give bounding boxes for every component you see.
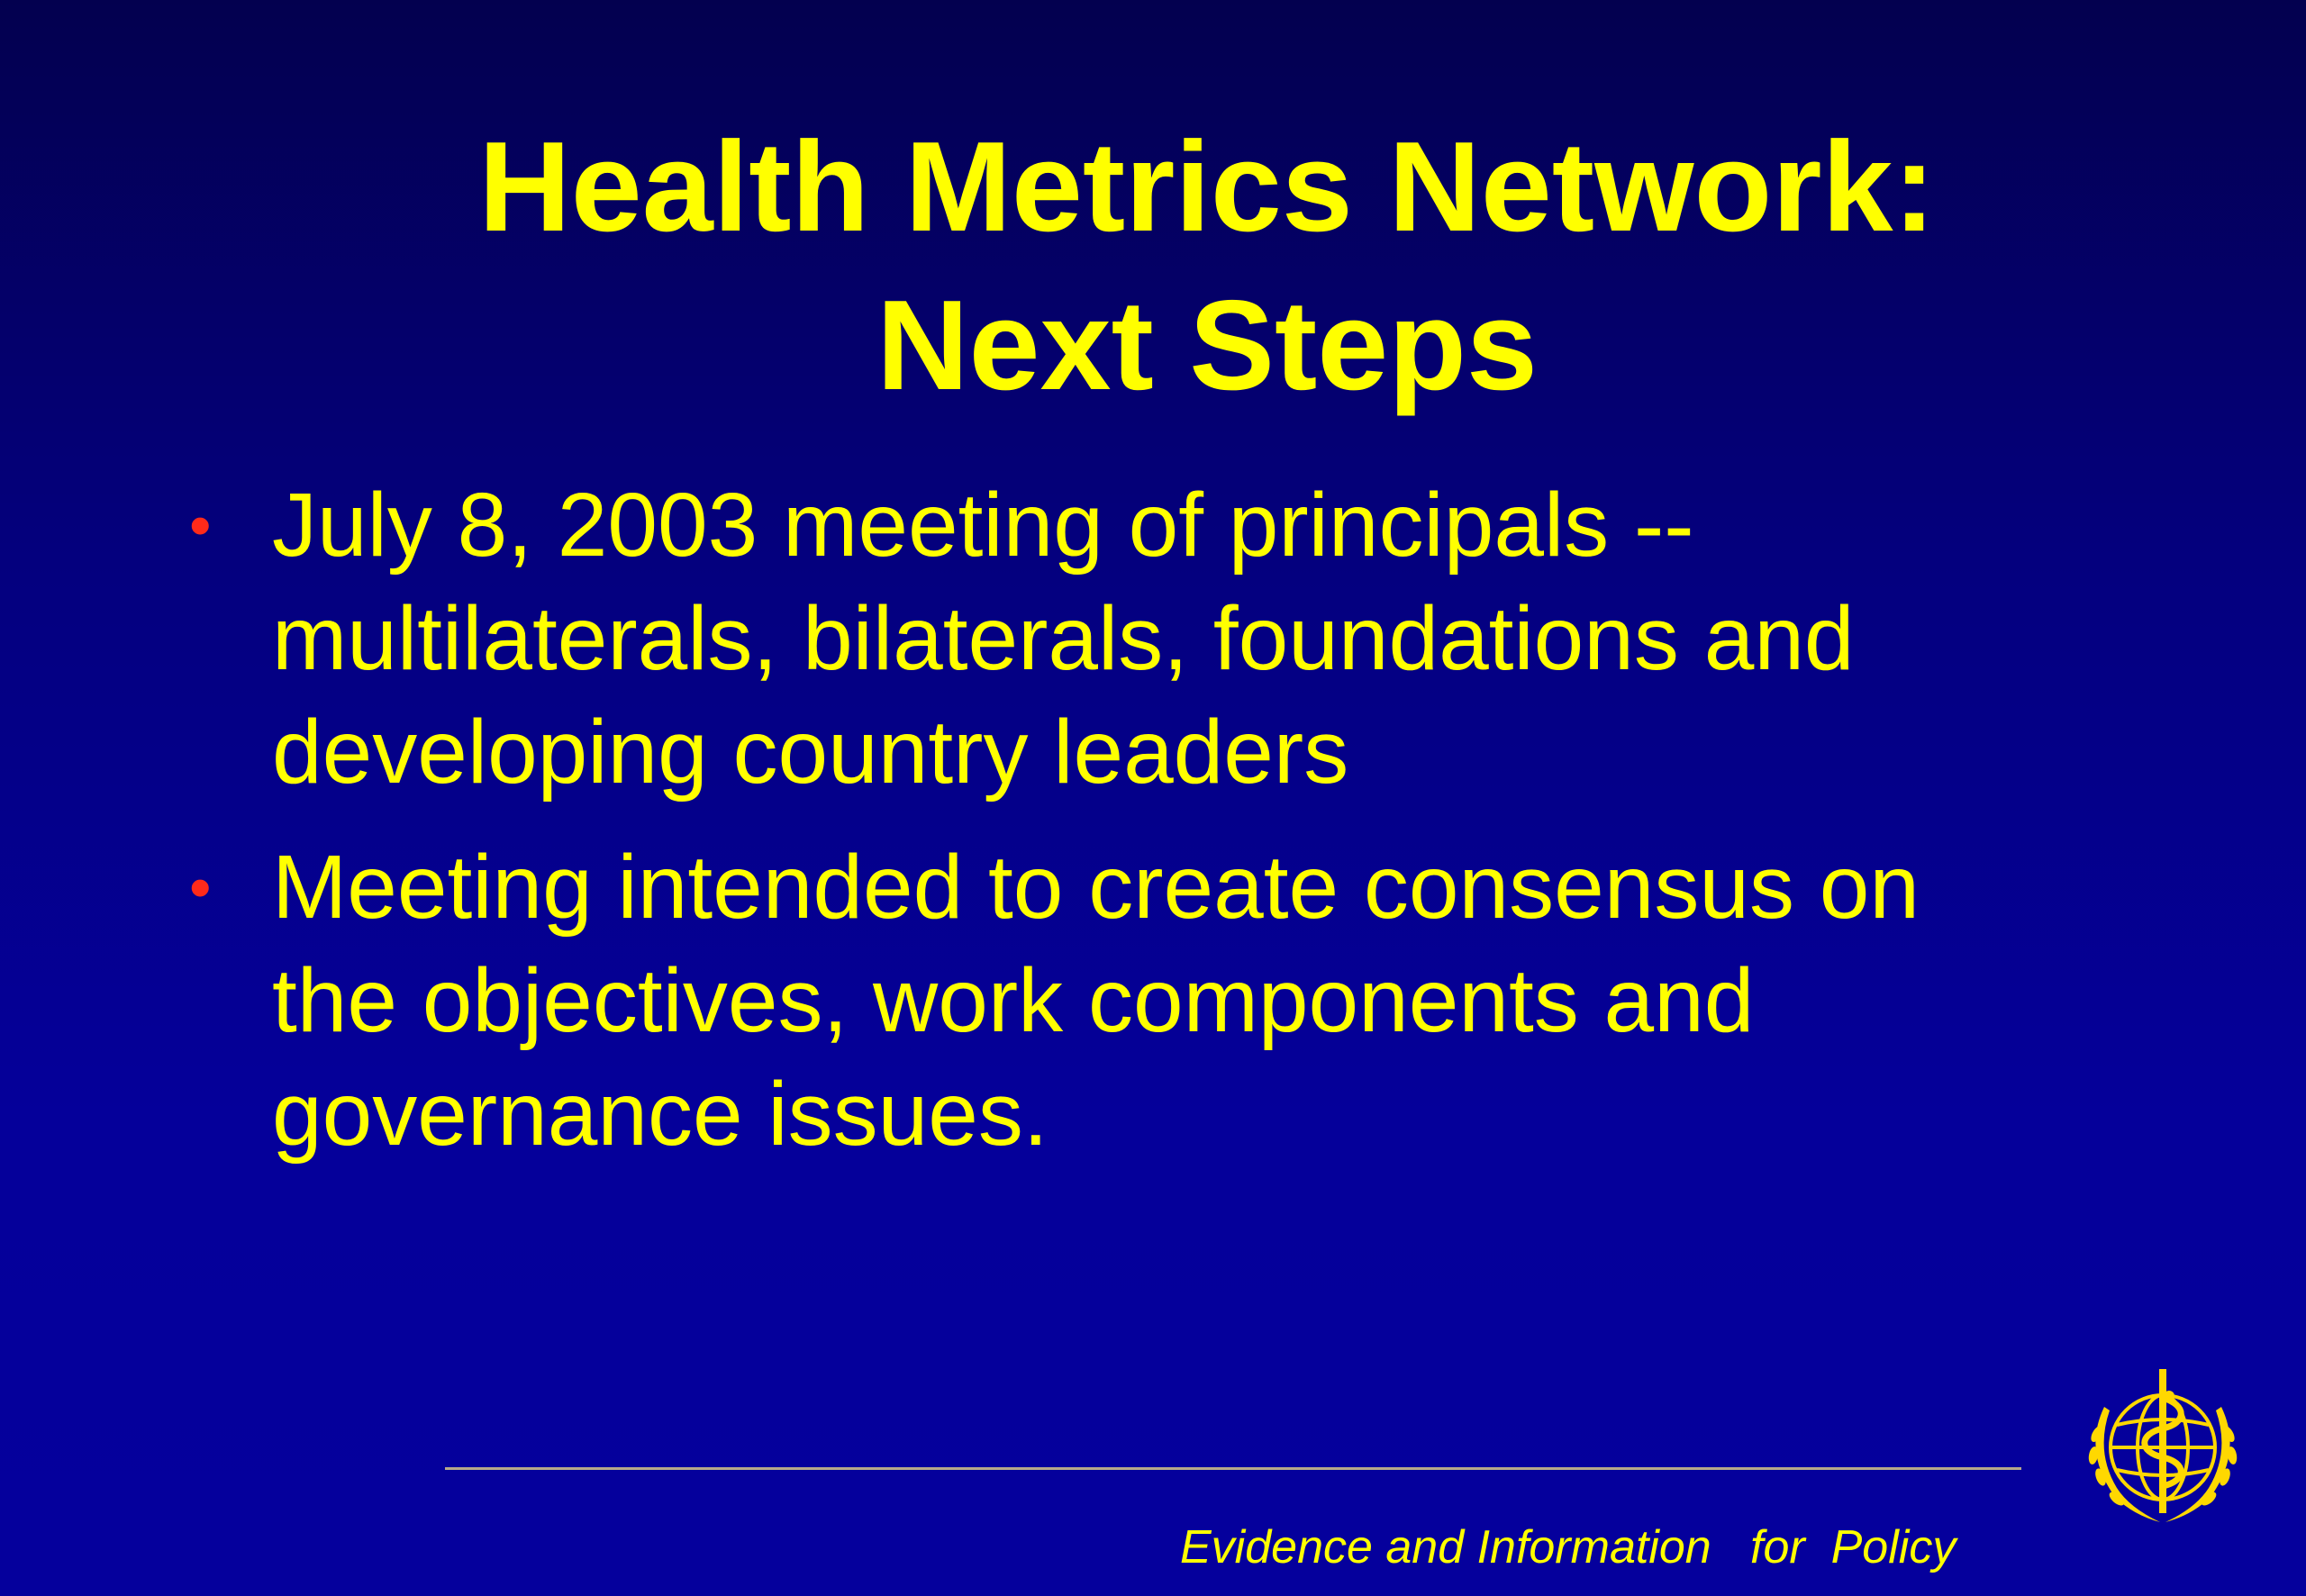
footer-caption: Evidence and Information for Policy: [1180, 1521, 1956, 1573]
bullet-icon: •: [189, 490, 212, 560]
bullet-text-line: multilaterals, bilaterals, foundations and: [272, 588, 1855, 689]
bullet-list: [189, 468, 2081, 1192]
who-emblem-icon: [2070, 1362, 2256, 1533]
bullet-icon: •: [189, 852, 212, 922]
bullet-item: [189, 468, 2081, 809]
bullet-item: [189, 830, 2081, 1171]
bullet-text-line: developing country leaders: [272, 702, 1349, 803]
bullet-text-line: July 8, 2003 meeting of principals --: [272, 475, 1694, 576]
title-line-1: Health Metrics Network:: [478, 115, 1936, 258]
bullet-text-line: Meeting intended to create consensus on: [272, 837, 1920, 938]
bullet-text-line: governance issues.: [272, 1064, 1049, 1165]
slide-title: [0, 108, 2306, 425]
title-line-2: Next Steps: [876, 274, 1538, 417]
bullet-text-line: the objectives, work components and: [272, 950, 1755, 1051]
footer-divider: [445, 1467, 2021, 1470]
